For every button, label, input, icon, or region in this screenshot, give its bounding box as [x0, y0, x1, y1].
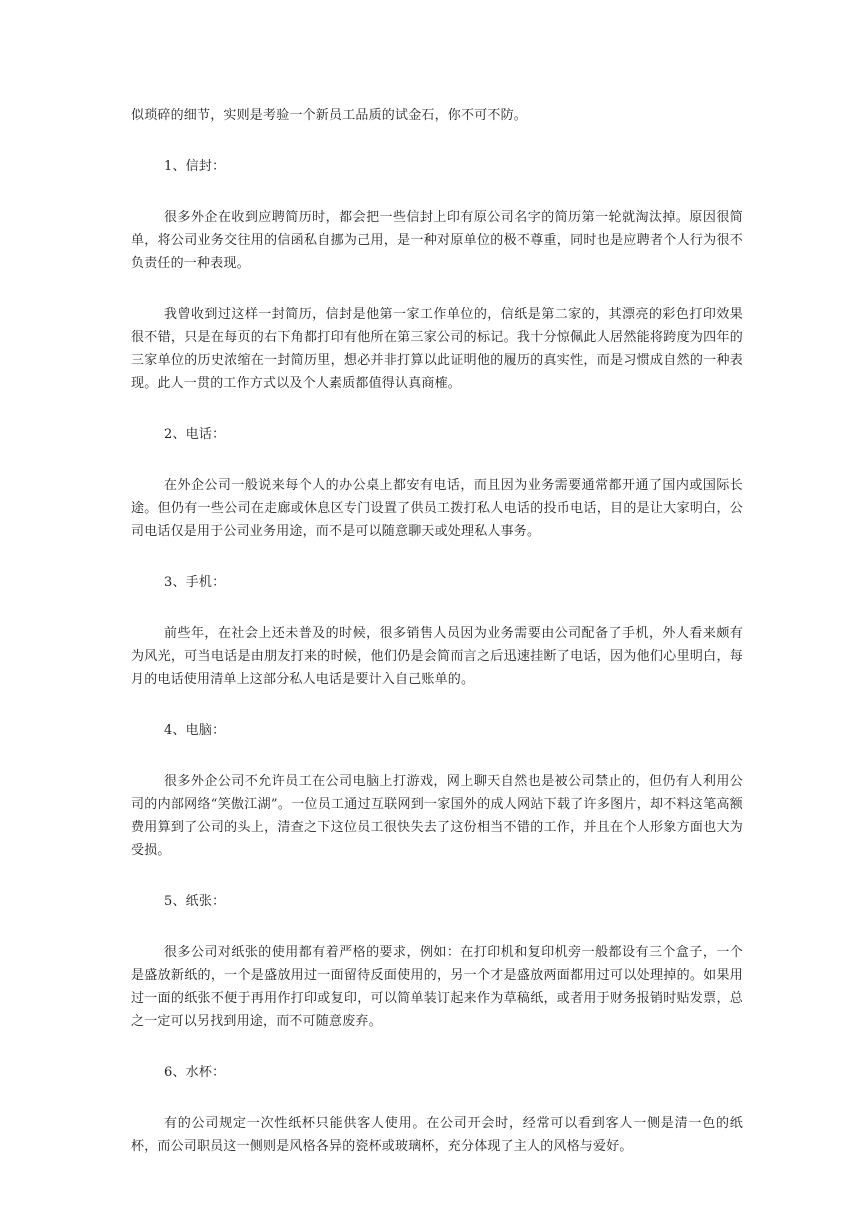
paragraph-envelope-2 [131, 303, 743, 395]
paragraph-mobile [131, 622, 743, 691]
heading-text: 2、电话： [164, 427, 226, 442]
document-body [131, 104, 743, 1186]
section-heading-cup [131, 1061, 743, 1084]
section-heading-computer [131, 719, 743, 742]
heading-text: 4、电脑： [164, 723, 226, 738]
paragraph-text: 似琐碎的细节，实则是考验一个新员工品质的试金石，你不可不防。 [131, 108, 528, 123]
paragraph-envelope-1 [131, 206, 743, 275]
paragraph-text: 在外企公司一般说来每个人的办公桌上都安有电话，而且因为业务需要通常都开通了国内或国际长途。但仍有一些公司在走廊或休息区专门设置了供员工拨打私人电话的投币电话，目的是让大家明白，公司电话仅是用于公司业务用途，而不是可以随意聊天或处理私人事务。 [131, 478, 743, 539]
heading-text: 1、信封： [164, 159, 226, 174]
opening-paragraph [131, 104, 743, 127]
section-heading-phone [131, 423, 743, 446]
heading-text: 5、纸张： [164, 894, 226, 909]
paragraph-computer [131, 770, 743, 862]
paragraph-text: 很多外企在收到应聘简历时，都会把一些信封上印有原公司名字的简历第一轮就淘汰掉。原因很简单，将公司业务交往用的信函私自挪为己用，是一种对原单位的极不尊重，同时也是应聘者个人行为很不负责任的一种表现。 [131, 210, 743, 271]
paragraph-text: 很多公司对纸张的使用都有着严格的要求，例如：在打印机和复印机旁一般都设有三个盒子，一个是盛放新纸的，一个是盛放用过一面留待反面使用的，另一个才是盛放两面都用过可以处理掉的。如果用过一面的纸张不便于再用作打印或复印，可以简单装订起来作为草稿纸，或者用于财务报销时贴发票，总之一定可以另找到用途，而不可随意废弃。 [131, 945, 743, 1029]
paragraph-text: 有的公司规定一次性纸杯只能供客人使用。在公司开会时，经常可以看到客人一侧是清一色的纸杯，而公司职员这一侧则是风格各异的瓷杯或玻璃杯，充分体现了主人的风格与爱好。 [131, 1116, 743, 1154]
heading-text: 3、手机： [164, 575, 226, 590]
section-heading-mobile [131, 571, 743, 594]
section-heading-envelope [131, 155, 743, 178]
paragraph-text: 前些年，在社会上还未普及的时候，很多销售人员因为业务需要由公司配备了手机，外人看来颇有为风光，可当电话是由朋友打来的时候，他们仍是会简而言之后迅速挂断了电话，因为他们心里明白，每月的电话使用清单上这部分私人电话是要计入自己账单的。 [131, 626, 743, 687]
paragraph-paper [131, 941, 743, 1033]
paragraph-text: 很多外企公司不允许员工在公司电脑上打游戏，网上聊天自然也是被公司禁止的，但仍有人利用公司的内部网络“笑傲江湖”。一位员工通过互联网到一家国外的成人网站下载了许多图片，却不料这笔高额费用算到了公司的头上，清查之下这位员工很快失去了这份相当不错的工作，并且在个人形象方面也大为受损。 [131, 774, 743, 858]
paragraph-phone [131, 474, 743, 543]
paragraph-cup [131, 1112, 743, 1158]
heading-text: 6、水杯： [164, 1065, 226, 1080]
paragraph-text: 我曾收到过这样一封简历，信封是他第一家工作单位的，信纸是第二家的，其漂亮的彩色打印效果很不错，只是在每页的右下角都打印有他所在第三家公司的标记。我十分惊佩此人居然能将跨度为四年的三家单位的历史浓缩在一封简历里，想必并非打算以此证明他的履历的真实性，而是习惯成自然的一种表现。此人一贯的工作方式以及个人素质都值得认真商榷。 [131, 307, 743, 391]
section-heading-paper [131, 890, 743, 913]
